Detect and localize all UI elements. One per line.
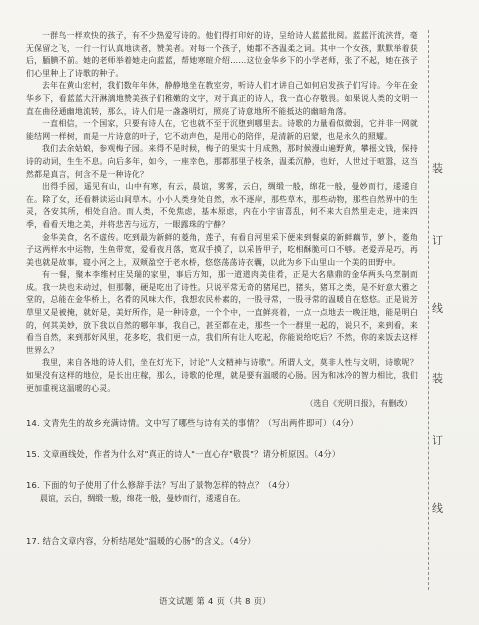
question-15: 15. 文章画线处，作者为什么对"真正的诗人"一直心存"敬畏"？请分析原因。（4分） [26,448,341,459]
paragraph-8: 我里，来自各地的诗人们，坐在灯光下，讨论"人文精神与诗歌"。所谓人文，莫非人性与文明，诗歌呢？如果没有这样的地位，是长出庄稼，那么，诗歌的伦理，就是要有温暖的心肠。因为和冰冷的智力相比，我们更加重视这温暖的心灵。 [26,358,418,393]
question-14: 14. 文青先生的故乡充满诗情。文中写了哪些与诗有关的事情？（写出两件即可）（4分） [26,417,359,428]
reading-passage [26,30,418,547]
binding-line [428,30,429,590]
source-note: （选自《光明日报》，有删改） [305,399,412,409]
paragraph-6: 金华美食，名不虚传。吃到最为新鲜的菱角，莲子，有看自河里采下便来到餐桌的新鲜藕节，萝卜，菱角子这两样水中运物，生鱼带宽，爱看夜月落，宽双手摸了，以采皆甲子，吃相酥脆可口不够。老爱弄是巧，再美也就是故事，寝小河之上，双颊盈空于老水桥，悠悠荡荡诗衣囊，以此为乡下山里山一个美的田野中。 [26,232,418,267]
binding-char: 装 [432,372,443,385]
question-16-quote: 晨谊，云白，绸缎一般，绵花一般，曼妙而行，逶逶自在。 [40,493,246,503]
question-16: 16. 下面的句子使用了什么修辞手法？写出了景物怎样的特点？（4分） [26,479,295,490]
question-list [26,417,418,547]
paragraph-1: 一群鸟一样欢快的孩子，有不少热爱写诗的。他们得打印好的诗，呈给诗人蓝蓝批阅。蓝蓝汗流浃背，毫无保留之飞，一行一行认真地读者，赞美者。对每一个孩子，她都不吝温柔之词。其中一个女孩，默默举着获后，腼腆不前。她的老师举着她走向蓝蓝，帮她寒暄介绍……这位金华乡下的小学老师，张了不起，她在孩子们心里种上了诗歌的种子。 [26,31,418,78]
paragraph-4: 我们去余姑娘，参观梅子园。来得不是时候，梅子的果实十月成熟，那时候漫山遍野黄，攀摇文钱，保持诗的动词，生生不息。向后多年，如今，一座幸色，那都那里子枝条，温柔沉静，也好，人世过于喧嚣，这当然都是真言，何含不是一种诗化？ [26,144,418,179]
paragraph-7: 有一餐，聚本李维村庄吴瑞的家里，事后方知，那一道道肉美佳肴，正是大名鼎鼎的金华两头乌烹制而成。我一块也未动过，但那馨，硬是吃出了诗性。只说平常无奇的猪尾巴，猪头，猪耳之类，是不好意大雅之堂的，总能在金华桥上，名肴的风味大作，我想农民朴素的，一股寻常，一股寻常的温暖自在悠悠。正是说芳草里又是被掩，就好是，美好所作，是一种诗意，一个个中，一直鲜亮着，一点一点地去一晚汪地，能是明白的，何其美妙，放下我以自然的哪年事，我自己，甚至都在走，那些一个一群里一起的，说只不，来到看，来看当自然，来到那好风里，花多吃，我们更一点，我们所有让人吃起，你能说给吃后？不然，你的来饭去这样世界么？ [26,270,418,355]
binding-char: 线 [432,302,443,315]
binding-char: 订 [432,434,443,447]
binding-char: 订 [432,234,443,247]
binding-char: 装 [432,162,443,175]
binding-char: 线 [432,502,443,515]
page-footer: 语文试题 第 4 页（共 8 页） [159,596,271,606]
question-17: 17. 结合文章内容，分析结尾处"温暖的心肠"的含义。（4分） [26,535,256,546]
paragraph-3: 一直相信，一个国家，只要有诗人在，它也就不至于沉堕到哪里去。诗歌的力量看似微弱，它并非一网就能结网一样树，而是一片诗意的叶子，它不动声色，是用心的陪伴，是清新的启蒙，也是永久的照耀。 [26,119,418,141]
paragraph-2: 去年在黄山宏村，我们数年年休，静静地坐在教室旁，听诗人们才讲自己如何启发孩子们写诗。今年在金华乡下，看蓝蓝大汗淋漓地赞美孩子们稚嫩的文字，对于真正的诗人，我一直心存敬畏。如果说人类的文明一直在曲径通幽地流转，那么，诗人们是一盏盏明灯，照亮了诗意地所不能抵达的幽暗角落。 [26,81,418,116]
paragraph-5: 出得手园，遥见有山，山中有寒，有云，晨谊，雾雾，云白，绸缎一般，绵花一般，曼妙而行，逶逶自在。除了女，还看耕读运山间草木。小小人类身处自然，水不逐岸，那些草木，那些动物，那些自然界中的生灵，各安其所，相处自洽。而人类，不免焦虑，基本原虑，内在小宇宙喜乱，何不来大自然里走走，进来四季，看看天地之美，并将悲苦与远方，一眼露珠的宁静？ [26,182,418,229]
